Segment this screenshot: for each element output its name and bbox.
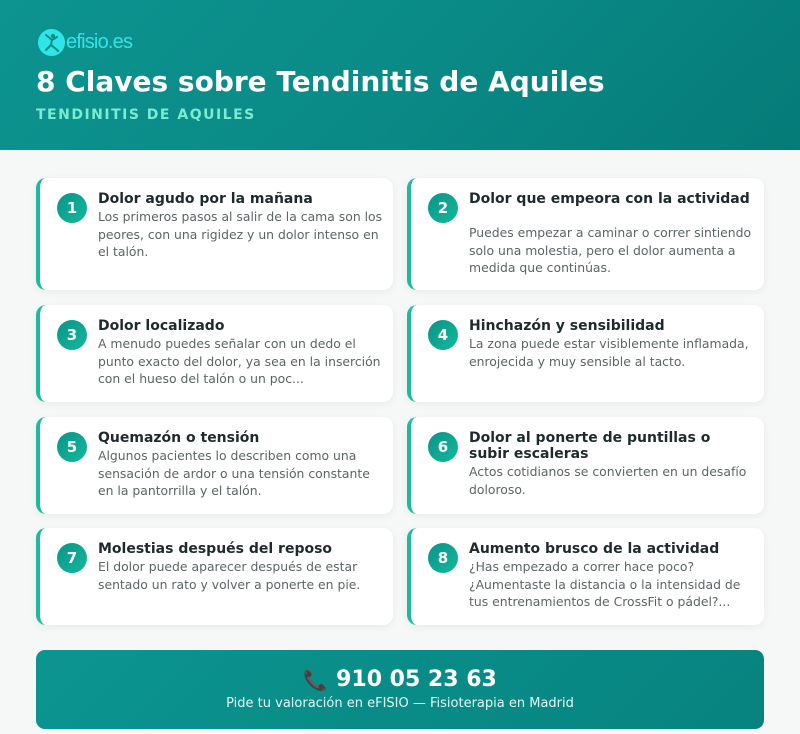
card-description: Los primeros pasos al salir de la cama son los peores, con una rigidez y un dolor intenso en el talón. xyxy=(98,209,383,259)
key-card-8 xyxy=(407,528,764,625)
number-badge: 4 xyxy=(428,320,458,350)
number-badge: 6 xyxy=(428,432,458,462)
logo-text: efisio.es xyxy=(66,30,133,53)
logo-figure-icon xyxy=(38,29,65,56)
card-title: Dolor localizado xyxy=(98,318,225,334)
header xyxy=(0,0,800,150)
phone-line[interactable] xyxy=(36,666,764,694)
card-title: Dolor que empeora con la actividad xyxy=(469,191,750,207)
card-title: Dolor agudo por la mañana xyxy=(98,191,313,207)
key-card-4 xyxy=(407,305,764,402)
card-description: A menudo puedes señalar con un dedo el punto exacto del dolor, ya sea en la inserción con el hueso del talón o un poc... xyxy=(98,336,381,386)
number-badge: 3 xyxy=(57,320,87,350)
call-to-action-banner[interactable] xyxy=(36,650,764,729)
card-description: Actos cotidianos se convierten en un desafío doloroso. xyxy=(469,464,747,497)
page-title: 8 Claves sobre Tendinitis de Aquiles xyxy=(36,65,605,98)
key-card-3 xyxy=(36,305,393,402)
card-description: La zona puede estar visiblemente inflamada, enrojecida y muy sensible al tacto. xyxy=(469,336,749,369)
number-badge: 5 xyxy=(57,432,87,462)
phone-number[interactable]: 910 05 23 63 xyxy=(336,667,497,692)
card-description: Puedes empezar a caminar o correr sintiendo solo una molestia, pero el dolor aumenta a medida que continúas. xyxy=(469,225,752,275)
card-title: Hinchazón y sensibilidad xyxy=(469,318,665,334)
key-card-1 xyxy=(36,178,393,290)
card-title: Quemazón o tensión xyxy=(98,430,260,446)
card-title: Aumento brusco de la actividad xyxy=(469,541,720,557)
key-card-5 xyxy=(36,417,393,514)
key-card-7 xyxy=(36,528,393,625)
cta-subtitle: Pide tu valoración en eFISIO — Fisioterapia en Madrid xyxy=(226,696,574,711)
card-title: Molestias después del reposo xyxy=(98,541,333,557)
logo[interactable] xyxy=(38,28,132,56)
phone-icon: 📞 xyxy=(303,668,329,692)
number-badge: 1 xyxy=(57,193,87,223)
card-description: ¿Has empezado a correr hace poco? ¿Aumentaste la distancia o la intensidad de tus entrenamientos de CrossFit o pádel?... xyxy=(469,559,741,609)
number-badge: 8 xyxy=(428,543,458,573)
page-subtitle: TENDINITIS DE AQUILES xyxy=(36,107,256,123)
card-description: Algunos pacientes lo describen como una sensación de ardor o una tensión constante en la pantorrilla y el talón. xyxy=(98,448,370,498)
key-card-6 xyxy=(407,417,764,514)
card-title: Dolor al ponerte de puntillas o subir escaleras xyxy=(469,430,711,462)
number-badge: 7 xyxy=(57,543,87,573)
number-badge: 2 xyxy=(428,193,458,223)
key-card-2 xyxy=(407,178,764,290)
card-description: El dolor puede aparecer después de estar sentado un rato y volver a ponerte en pie. xyxy=(98,559,361,592)
